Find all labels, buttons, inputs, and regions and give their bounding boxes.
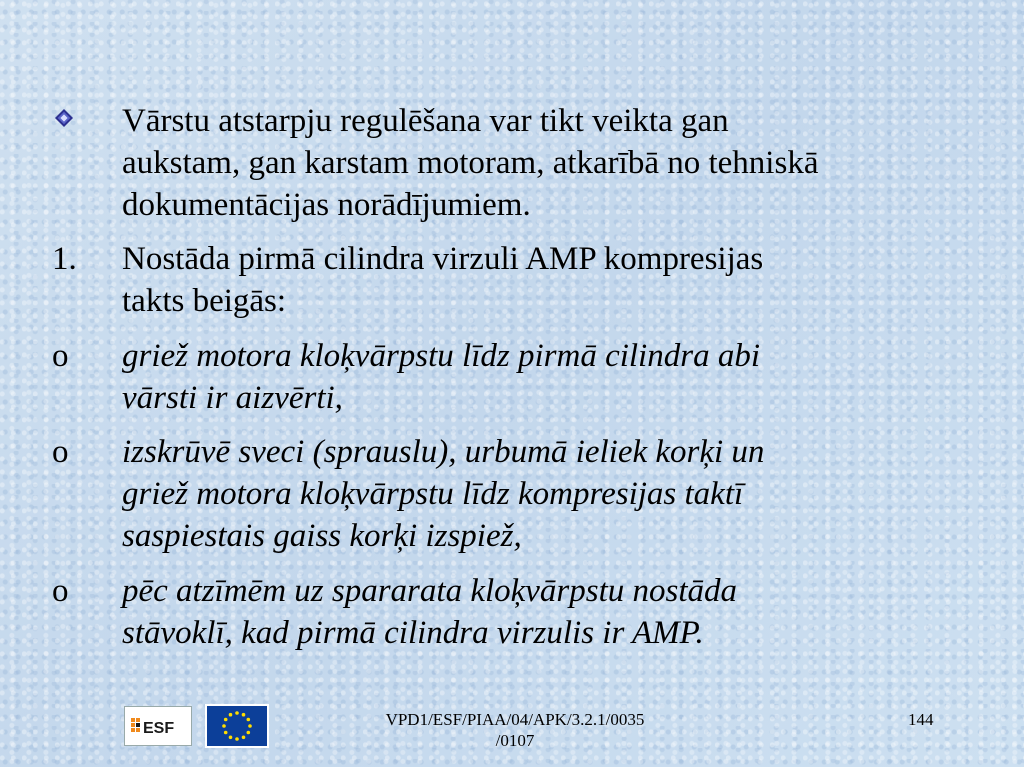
project-code <box>360 709 670 751</box>
item-line: vārsti ir aizvērti, <box>122 380 343 416</box>
esf-logo-icon <box>125 707 191 745</box>
esf-logo-text: ESF <box>143 720 175 737</box>
item-marker: o <box>52 338 69 374</box>
item-line: takts beigās: <box>122 283 287 319</box>
project-code-line: VPD1/ESF/PIAA/04/APK/3.2.1/0035 <box>385 710 645 729</box>
item-number: 1. <box>52 241 77 277</box>
item-marker: o <box>52 573 69 609</box>
page-number: 144 <box>908 710 934 729</box>
item-line: Nostāda pirmā cilindra virzuli AMP kompresijas <box>122 241 764 277</box>
item-line: stāvoklī, kad pirmā cilindra virzulis ir AMP. <box>122 615 704 651</box>
item-line: izskrūvē sveci (sprauslu), urbumā ieliek korķi un <box>122 434 765 470</box>
item-line: pēc atzīmēm uz spararata kloķvārpstu nostāda <box>122 573 738 609</box>
item-text <box>122 238 982 322</box>
esf-logo <box>124 706 192 746</box>
item-marker: o <box>52 434 69 470</box>
item-line: Vārstu atstarpju regulēšana var tikt veikta gan <box>122 103 729 139</box>
diamond-bullet-icon <box>55 109 73 127</box>
eu-flag <box>205 704 269 748</box>
item-text <box>122 335 982 419</box>
item-line: griež motora kloķvārpstu līdz pirmā cilindra abi <box>122 338 760 374</box>
eu-flag-icon <box>207 706 267 746</box>
item-line: griež motora kloķvārpstu līdz kompresijas taktī <box>122 476 744 512</box>
item-line: dokumentācijas norādījumiem. <box>122 187 531 223</box>
item-text <box>122 431 982 557</box>
item-text <box>122 100 982 226</box>
item-line: aukstam, gan karstam motoram, atkarībā no tehniskā <box>122 145 819 181</box>
project-code-line: /0107 <box>495 731 535 750</box>
item-text <box>122 570 982 654</box>
item-line: saspiestais gaiss korķi izspiež, <box>122 518 522 554</box>
